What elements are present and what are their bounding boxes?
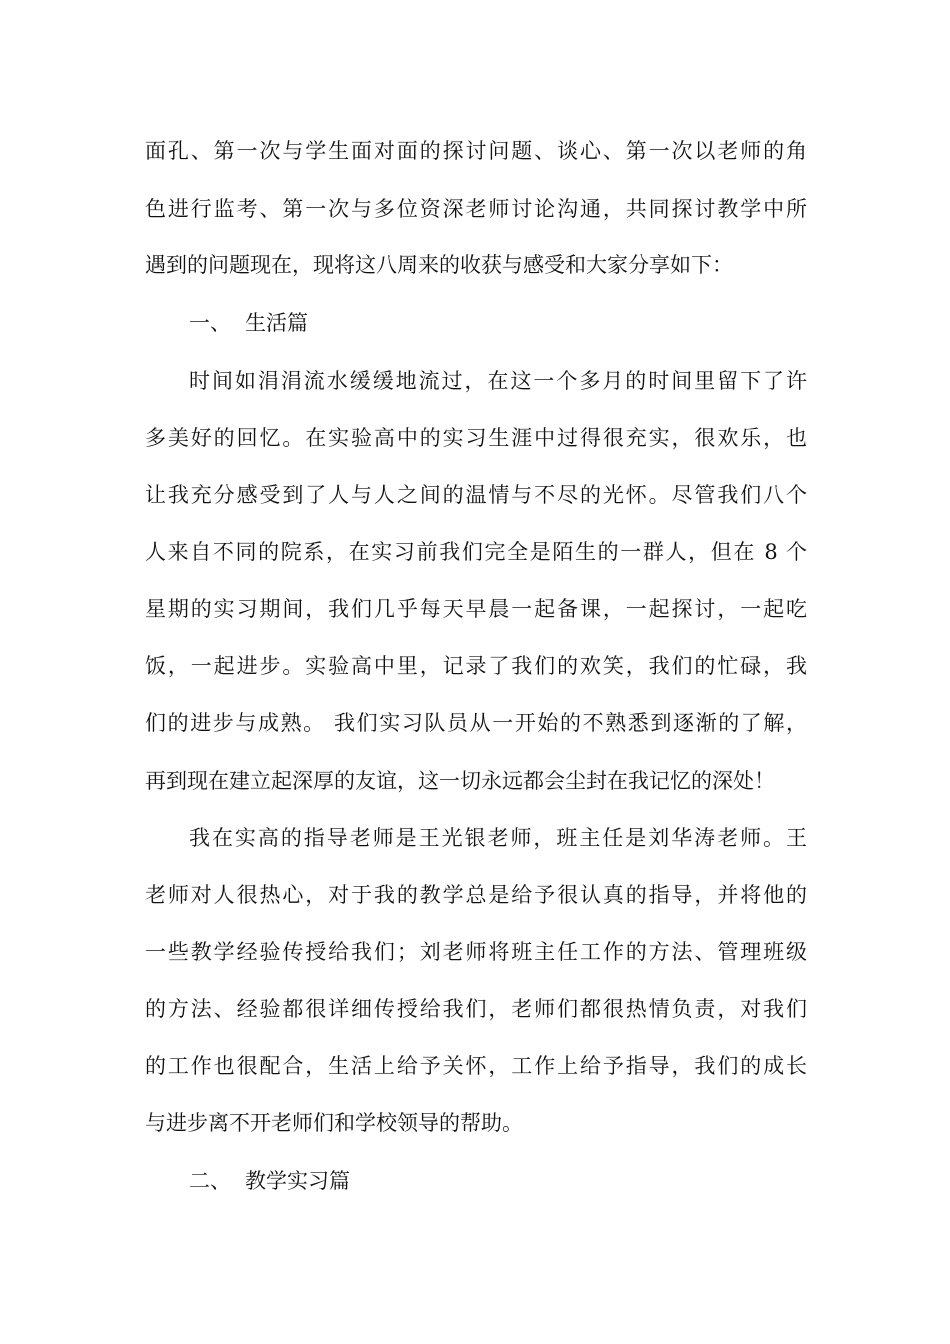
paragraph1-line-2: 多美好的回忆。在实验高中的实习生涯中过得很充实，很欢乐，也 — [145, 426, 807, 450]
paragraph1-line-6: 饭，一起进步。实验高中里，记录了我们的欢笑，我们的忙碌，我 — [145, 654, 807, 678]
intro-line-1: 面孔、第一次与学生面对面的探讨问题、谈心、第一次以老师的角 — [145, 139, 807, 163]
paragraph2-line-6: 与进步离不开老师们和学校领导的帮助。 — [145, 1111, 523, 1135]
paragraph1-line-5: 星期的实习期间，我们几乎每天早晨一起备课，一起探讨，一起吃 — [145, 597, 807, 621]
section-heading-2 — [189, 1166, 350, 1196]
paragraph2-line-4: 的方法、经验都很详细传授给我们，老师们都很热情负责，对我们 — [145, 997, 807, 1021]
section-number-2: 二、 — [189, 1169, 231, 1193]
paragraph1-line-4: 人来自不同的院系，在实习前我们完全是陌生的一群人，但在 8 个 — [145, 540, 807, 564]
paragraph1-line-8: 再到现在建立起深厚的友谊，这一切永远都会尘封在我记忆的深处！ — [145, 769, 775, 793]
intro-line-2: 色进行监考、第一次与多位资深老师讨论沟通，共同探讨教学中所 — [145, 197, 807, 221]
paragraph2-line-3: 一些教学经验传授给我们；刘老师将班主任工作的方法、管理班级 — [145, 940, 807, 964]
paragraph1-line-7: 们的进步与成熟。 我们实习队员从一开始的不熟悉到逐渐的了解， — [145, 711, 807, 735]
paragraph1-line-3: 让我充分感受到了人与人之间的温情与不尽的光怀。尽管我们八个 — [145, 483, 807, 507]
paragraph2-line-2: 老师对人很热心，对于我的教学总是给予很认真的指导，并将他的 — [145, 883, 807, 907]
intro-line-3: 遇到的问题现在，现将这八周来的收获与感受和大家分享如下： — [145, 253, 733, 277]
section-title-1: 生活篇 — [245, 311, 308, 335]
section-heading-1 — [189, 308, 308, 338]
section-number-1: 一、 — [189, 311, 231, 335]
paragraph2-line-1: 我在实高的指导老师是王光银老师，班主任是刘华涛老师。王 — [189, 826, 807, 850]
paragraph2-line-5: 的工作也很配合，生活上给予关怀，工作上给予指导，我们的成长 — [145, 1054, 807, 1078]
paragraph1-line-1: 时间如涓涓流水缓缓地流过，在这一个多月的时间里留下了许 — [189, 369, 807, 393]
section-title-2: 教学实习篇 — [245, 1169, 350, 1193]
